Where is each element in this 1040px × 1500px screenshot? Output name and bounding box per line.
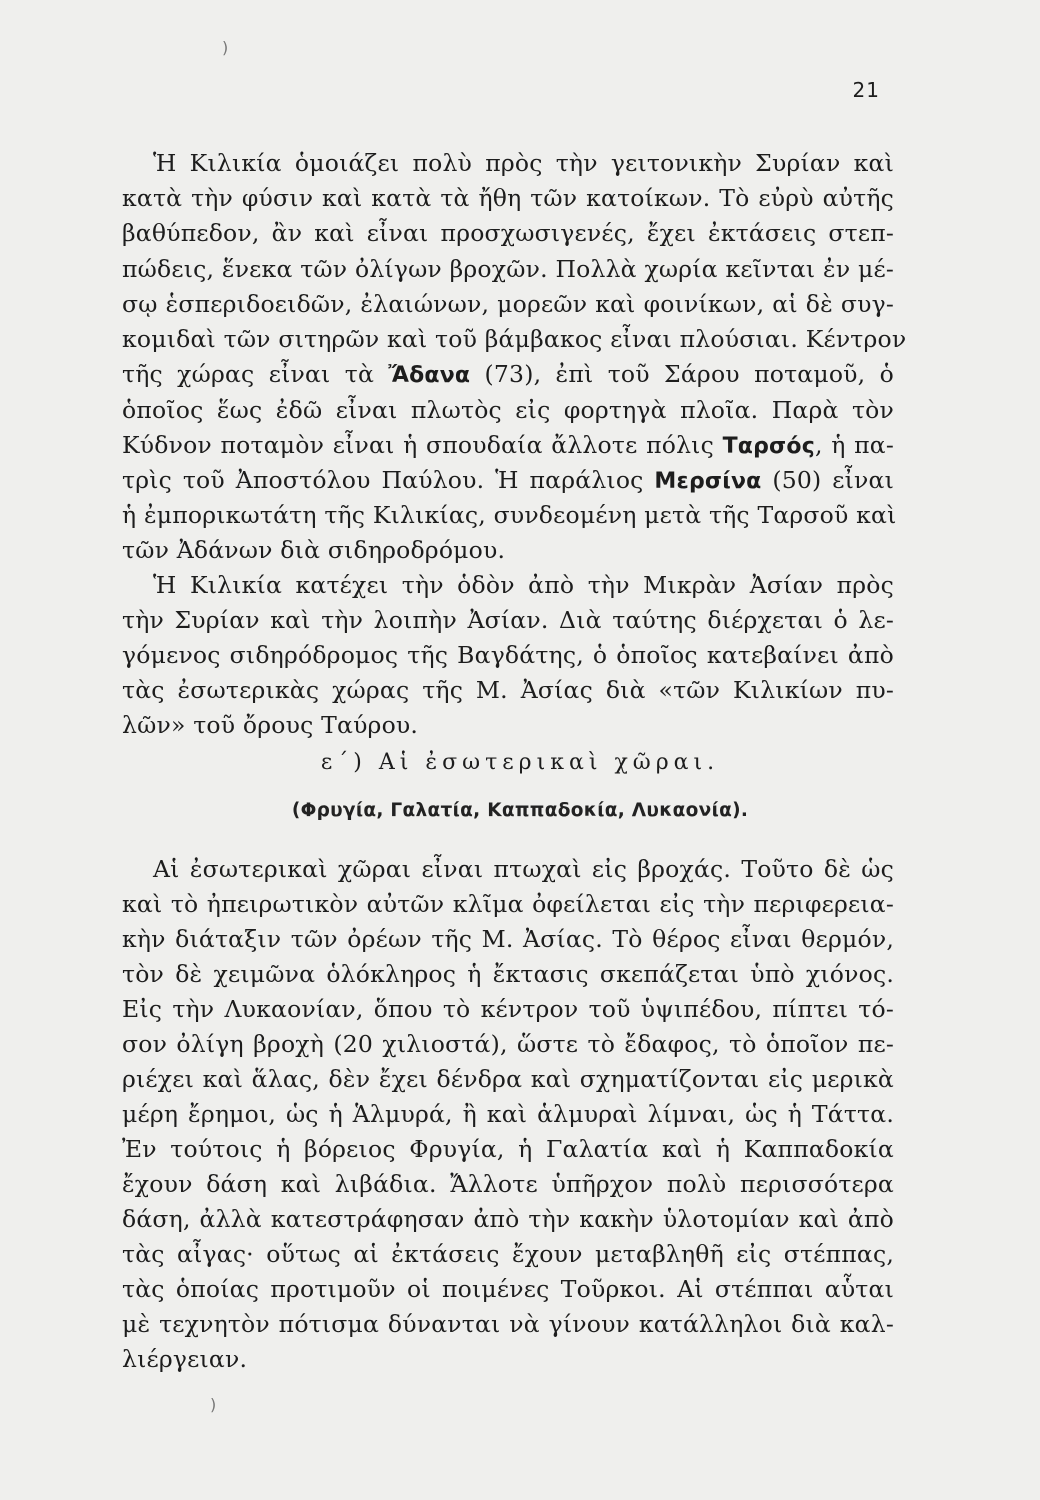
paragraph-3-line-6: σον ὀλίγη βροχὴ (20 χιλιοστά), ὥστε τὸ ἔδαφος, τὸ ὁποῖον πε- — [122, 1030, 894, 1058]
paragraph-3-line-1: Αἱ ἐσωτερικαὶ χῶραι εἶναι πτωχαὶ εἰς βροχάς. Τοῦτο δὲ ὡς — [153, 855, 894, 883]
paragraph-3-line-10: ἔχουν δάση καὶ λιβάδια. Ἄλλοτε ὑπῆρχον πολὺ περισσότερα — [122, 1170, 894, 1198]
paragraph-1-line-4: πώδεις, ἕνεκα τῶν ὀλίγων βροχῶν. Πολλὰ χωρία κεῖνται ἐν μέ- — [122, 255, 894, 283]
section-subtitle: (Φρυγία, Γαλατία, Καππαδοκία, Λυκαονία). — [291, 800, 749, 821]
paragraph-2-line-3: γόμενος σιδηρόδρομος τῆς Βαγδάτης, ὁ ὁποῖος κατεβαίνει ἀπὸ — [122, 641, 894, 669]
paragraph-1-line-11: ἡ ἐμπορικωτάτη τῆς Κιλικίας, συνδεομένη μετὰ τῆς Ταρσοῦ καὶ — [122, 501, 897, 529]
paragraph-3-line-15: λιέργειαν. — [122, 1345, 248, 1373]
paragraph-3-line-8: μέρη ἔρημοι, ὡς ἡ Ἁλμυρά, ἢ καὶ ἁλμυραὶ λίμναι, ὡς ἡ Τάττα. — [122, 1100, 894, 1128]
line-9-text-before: Κύδνον ποταμὸν εἶναι ἡ σπουδαία ἄλλοτε πόλις — [122, 431, 723, 459]
paragraph-3-line-7: ριέχει καὶ ἅλας, δὲν ἔχει δένδρα καὶ σχηματίζονται εἰς μερικὰ — [122, 1065, 894, 1093]
paragraph-1-line-3: βαθύπεδον, ἂν καὶ εἶναι προσχωσιγενές, ἔχει ἐκτάσεις στεπ- — [122, 219, 894, 247]
paragraph-2-line-5: λῶν» τοῦ ὄρους Ταύρου. — [122, 711, 419, 739]
paragraph-3-line-13: τὰς ὁποίας προτιμοῦν οἱ ποιμένες Τοῦρκοι. Αἱ στέππαι αὗται — [122, 1275, 894, 1303]
margin-mark: ) — [210, 1395, 217, 1414]
line-9-text-after: , ἡ πα- — [814, 431, 894, 459]
paragraph-3-line-9: Ἐν τούτοις ἡ βόρειος Φρυγία, ἡ Γαλατία καὶ ἡ Καππαδοκία — [122, 1135, 894, 1163]
place-name-adana: Ἄδανα — [388, 363, 471, 388]
line-7-text-before: τῆς χώρας εἶναι τὰ — [122, 360, 389, 388]
paragraph-2-line-4: τὰς ἐσωτερικὰς χώρας τῆς Μ. Ἀσίας διὰ «τῶν Κιλικίων πυ- — [122, 676, 894, 704]
place-name-mersina: Μερσίνα — [654, 469, 762, 494]
section-title: ε΄) Αἱ ἐσωτερικαὶ χῶραι. — [320, 750, 720, 775]
paragraph-3-line-11: δάση, ἀλλὰ κατεστράφησαν ἀπὸ τὴν κακὴν ὑλοτομίαν καὶ ἀπὸ — [122, 1205, 894, 1233]
paragraph-3-line-12: τὰς αἶγας· οὕτως αἱ ἐκτάσεις ἔχουν μεταβληθῆ εἰς στέππας, — [122, 1240, 894, 1268]
paragraph-1-line-9 — [122, 428, 894, 464]
margin-mark: ) — [222, 38, 229, 57]
line-10-text-after: (50) εἶναι — [761, 466, 895, 494]
paragraph-1-line-1: Ἡ Κιλικία ὁμοιάζει πολὺ πρὸς τὴν γειτονικὴν Συρίαν καὶ — [153, 149, 894, 177]
paragraph-1-line-5: σῳ ἑσπεριδοειδῶν, ἐλαιώνων, μορεῶν καὶ φοινίκων, αἱ δὲ συγ- — [122, 290, 894, 318]
paragraph-2-line-1: Ἡ Κιλικία κατέχει τὴν ὁδὸν ἀπὸ τὴν Μικρὰν Ἀσίαν πρὸς — [153, 571, 894, 599]
paragraph-1-line-6: κομιδαὶ τῶν σιτηρῶν καὶ τοῦ βάμβακος εἶναι πλούσιαι. Κέντρον — [122, 325, 907, 353]
paragraph-1-line-8: ὁποῖος ἕως ἐδῶ εἶναι πλωτὸς εἰς φορτηγὰ πλοῖα. Παρὰ τὸν — [122, 396, 894, 424]
paragraph-3-line-2: καὶ τὸ ἠπειρωτικὸν αὐτῶν κλῖμα ὀφείλεται εἰς τὴν περιφερεια- — [122, 890, 894, 918]
paragraph-3-line-14: μὲ τεχνητὸν πότισμα δύνανται νὰ γίνουν κατάλληλοι διὰ καλ- — [122, 1310, 894, 1338]
paragraph-1-line-10 — [122, 463, 894, 499]
paragraph-3-line-3: κὴν διάταξιν τῶν ὀρέων τῆς Μ. Ἀσίας. Τὸ θέρος εἶναι θερμόν, — [122, 925, 894, 953]
place-name-tarsos: Ταρσός — [722, 434, 815, 459]
paragraph-1-line-2: κατὰ τὴν φύσιν καὶ κατὰ τὰ ἤθη τῶν κατοίκων. Τὸ εὐρὺ αὐτῆς — [122, 184, 894, 212]
paragraph-1-line-12: τῶν Ἀδάνων διὰ σιδηροδρόμου. — [122, 536, 506, 564]
paragraph-1-line-7 — [122, 357, 894, 393]
page-number: 21 — [852, 78, 880, 102]
paragraph-3-line-4: τὸν δὲ χειμῶνα ὁλόκληρος ἡ ἔκτασις σκεπάζεται ὑπὸ χιόνος. — [122, 960, 894, 988]
line-7-text-after: (73), ἐπὶ τοῦ Σάρου ποταμοῦ, ὁ — [470, 360, 894, 388]
paragraph-3-line-5: Εἰς τὴν Λυκαονίαν, ὅπου τὸ κέντρον τοῦ ὑψιπέδου, πίπτει τό- — [122, 995, 894, 1023]
paragraph-2-line-2: τὴν Συρίαν καὶ τὴν λοιπὴν Ἀσίαν. Διὰ ταύτης διέρχεται ὁ λε- — [122, 606, 894, 634]
line-10-text-before: τρὶς τοῦ Ἀποστόλου Παύλου. Ἡ παράλιος — [122, 466, 655, 494]
